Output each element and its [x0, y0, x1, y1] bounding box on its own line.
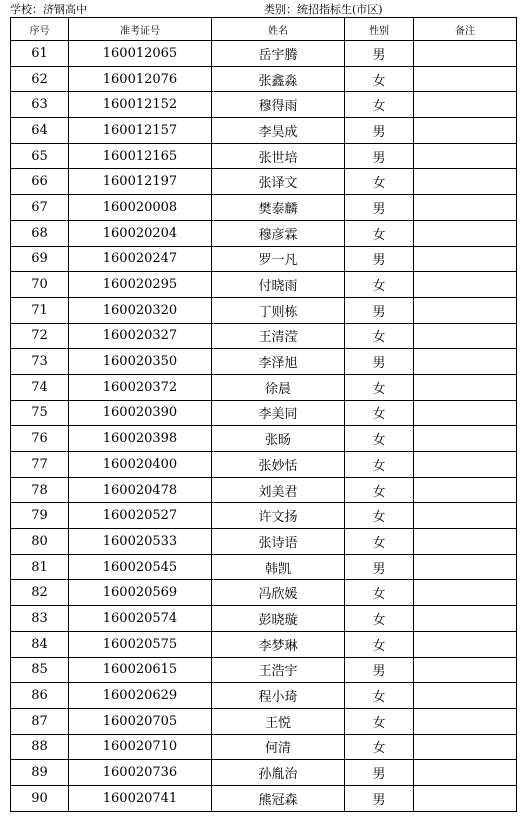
table-row	[11, 323, 517, 349]
cell-name: 李昊成	[212, 118, 345, 144]
cell-note	[414, 452, 517, 478]
cell-seq: 63	[11, 92, 69, 118]
cell-exam-id: 160020575	[69, 631, 212, 657]
cell-note	[414, 297, 517, 323]
page-header	[10, 3, 516, 17]
table-row	[11, 143, 517, 169]
cell-name: 张鑫淼	[212, 66, 345, 92]
cell-exam-id: 160020327	[69, 323, 212, 349]
cell-exam-id: 160012076	[69, 66, 212, 92]
cell-exam-id: 160020320	[69, 297, 212, 323]
table-row	[11, 169, 517, 195]
table-row	[11, 220, 517, 246]
cell-note	[414, 220, 517, 246]
cell-name: 何清	[212, 734, 345, 760]
cell-seq: 70	[11, 272, 69, 298]
cell-note	[414, 272, 517, 298]
cell-name: 许文扬	[212, 503, 345, 529]
table-row	[11, 503, 517, 529]
cell-seq: 68	[11, 220, 69, 246]
cell-name: 彭晓璇	[212, 606, 345, 632]
column-header-exam-id: 准考证号	[69, 18, 212, 41]
cell-seq: 65	[11, 143, 69, 169]
cell-seq: 82	[11, 580, 69, 606]
cell-gender: 女	[345, 169, 414, 195]
cell-gender: 男	[345, 349, 414, 375]
cell-exam-id: 160020398	[69, 426, 212, 452]
cell-seq: 85	[11, 657, 69, 683]
table-header-row	[11, 18, 517, 41]
cell-seq: 76	[11, 426, 69, 452]
cell-gender: 女	[345, 400, 414, 426]
cell-seq: 75	[11, 400, 69, 426]
cell-exam-id: 160020569	[69, 580, 212, 606]
student-roster-table	[10, 17, 517, 812]
table-row	[11, 760, 517, 786]
cell-name: 韩凯	[212, 554, 345, 580]
cell-exam-id: 160020705	[69, 708, 212, 734]
cell-gender: 男	[345, 41, 414, 67]
cell-exam-id: 160012065	[69, 41, 212, 67]
cell-seq: 64	[11, 118, 69, 144]
cell-exam-id: 160020204	[69, 220, 212, 246]
table-row	[11, 246, 517, 272]
cell-name: 李美同	[212, 400, 345, 426]
cell-exam-id: 160020736	[69, 760, 212, 786]
table-row	[11, 118, 517, 144]
column-header-note: 备注	[414, 18, 517, 41]
table-row	[11, 400, 517, 426]
cell-exam-id: 160020247	[69, 246, 212, 272]
cell-gender: 女	[345, 452, 414, 478]
cell-note	[414, 118, 517, 144]
school-label: 学校：济钢高中	[10, 3, 87, 16]
cell-name: 程小琦	[212, 683, 345, 709]
cell-name: 丁则栋	[212, 297, 345, 323]
cell-note	[414, 426, 517, 452]
category-label: 类别：统招指标生(市区)	[264, 3, 383, 16]
cell-gender: 女	[345, 683, 414, 709]
cell-seq: 67	[11, 195, 69, 221]
column-header-gender: 性别	[345, 18, 414, 41]
cell-gender: 男	[345, 554, 414, 580]
table-row	[11, 477, 517, 503]
cell-exam-id: 160020741	[69, 785, 212, 811]
cell-seq: 81	[11, 554, 69, 580]
table-row	[11, 734, 517, 760]
cell-note	[414, 580, 517, 606]
cell-note	[414, 41, 517, 67]
cell-note	[414, 657, 517, 683]
table-row	[11, 606, 517, 632]
cell-gender: 男	[345, 143, 414, 169]
cell-seq: 89	[11, 760, 69, 786]
cell-seq: 79	[11, 503, 69, 529]
cell-exam-id: 160012197	[69, 169, 212, 195]
cell-gender: 女	[345, 323, 414, 349]
cell-exam-id: 160020527	[69, 503, 212, 529]
cell-name: 穆彦霖	[212, 220, 345, 246]
table-body	[11, 41, 517, 812]
column-header-seq: 序号	[11, 18, 69, 41]
table-row	[11, 452, 517, 478]
cell-name: 孙胤治	[212, 760, 345, 786]
cell-seq: 80	[11, 529, 69, 555]
cell-exam-id: 160012152	[69, 92, 212, 118]
cell-gender: 女	[345, 66, 414, 92]
cell-note	[414, 195, 517, 221]
cell-note	[414, 631, 517, 657]
cell-exam-id: 160020390	[69, 400, 212, 426]
cell-name: 岳宇腾	[212, 41, 345, 67]
cell-seq: 71	[11, 297, 69, 323]
cell-name: 张旸	[212, 426, 345, 452]
cell-exam-id: 160020615	[69, 657, 212, 683]
table-row	[11, 631, 517, 657]
cell-gender: 女	[345, 631, 414, 657]
cell-note	[414, 143, 517, 169]
cell-exam-id: 160020533	[69, 529, 212, 555]
cell-name: 熊冠森	[212, 785, 345, 811]
cell-seq: 66	[11, 169, 69, 195]
table-row	[11, 374, 517, 400]
cell-gender: 女	[345, 374, 414, 400]
cell-name: 张妙恬	[212, 452, 345, 478]
cell-name: 张诗语	[212, 529, 345, 555]
cell-note	[414, 785, 517, 811]
cell-name: 张译文	[212, 169, 345, 195]
cell-note	[414, 529, 517, 555]
cell-exam-id: 160020710	[69, 734, 212, 760]
cell-seq: 72	[11, 323, 69, 349]
cell-note	[414, 246, 517, 272]
table-row	[11, 66, 517, 92]
cell-name: 张世培	[212, 143, 345, 169]
cell-exam-id: 160012165	[69, 143, 212, 169]
cell-gender: 男	[345, 785, 414, 811]
cell-name: 李泽旭	[212, 349, 345, 375]
table-row	[11, 297, 517, 323]
table-row	[11, 529, 517, 555]
cell-name: 刘美君	[212, 477, 345, 503]
cell-gender: 女	[345, 503, 414, 529]
cell-gender: 女	[345, 272, 414, 298]
cell-gender: 男	[345, 760, 414, 786]
cell-note	[414, 169, 517, 195]
cell-exam-id: 160020295	[69, 272, 212, 298]
cell-exam-id: 160020545	[69, 554, 212, 580]
cell-name: 王浩宇	[212, 657, 345, 683]
cell-note	[414, 323, 517, 349]
cell-name: 李梦琳	[212, 631, 345, 657]
cell-exam-id: 160020629	[69, 683, 212, 709]
cell-name: 樊泰麟	[212, 195, 345, 221]
cell-name: 穆得雨	[212, 92, 345, 118]
table-row	[11, 426, 517, 452]
cell-seq: 86	[11, 683, 69, 709]
cell-exam-id: 160020478	[69, 477, 212, 503]
cell-gender: 女	[345, 477, 414, 503]
cell-gender: 女	[345, 708, 414, 734]
table-row	[11, 657, 517, 683]
cell-exam-id: 160020008	[69, 195, 212, 221]
cell-gender: 男	[345, 246, 414, 272]
cell-gender: 男	[345, 118, 414, 144]
cell-seq: 78	[11, 477, 69, 503]
cell-seq: 77	[11, 452, 69, 478]
cell-gender: 女	[345, 529, 414, 555]
cell-note	[414, 606, 517, 632]
cell-note	[414, 92, 517, 118]
cell-seq: 74	[11, 374, 69, 400]
cell-seq: 61	[11, 41, 69, 67]
cell-gender: 女	[345, 734, 414, 760]
cell-note	[414, 400, 517, 426]
cell-note	[414, 708, 517, 734]
cell-seq: 84	[11, 631, 69, 657]
cell-gender: 女	[345, 92, 414, 118]
table-row	[11, 349, 517, 375]
table-row	[11, 708, 517, 734]
cell-name: 王悦	[212, 708, 345, 734]
cell-gender: 男	[345, 195, 414, 221]
cell-gender: 女	[345, 426, 414, 452]
table-row	[11, 41, 517, 67]
table-row	[11, 683, 517, 709]
cell-gender: 女	[345, 580, 414, 606]
cell-note	[414, 503, 517, 529]
cell-note	[414, 349, 517, 375]
cell-gender: 女	[345, 606, 414, 632]
cell-exam-id: 160020350	[69, 349, 212, 375]
column-header-name: 姓名	[212, 18, 345, 41]
cell-note	[414, 760, 517, 786]
cell-gender: 女	[345, 220, 414, 246]
cell-name: 徐晨	[212, 374, 345, 400]
cell-seq: 90	[11, 785, 69, 811]
cell-name: 冯欣媛	[212, 580, 345, 606]
cell-exam-id: 160020400	[69, 452, 212, 478]
cell-seq: 87	[11, 708, 69, 734]
table-row	[11, 272, 517, 298]
cell-name: 罗一凡	[212, 246, 345, 272]
cell-note	[414, 554, 517, 580]
table-row	[11, 785, 517, 811]
cell-seq: 62	[11, 66, 69, 92]
cell-name: 王清滢	[212, 323, 345, 349]
cell-note	[414, 734, 517, 760]
cell-seq: 88	[11, 734, 69, 760]
table-row	[11, 195, 517, 221]
table-row	[11, 580, 517, 606]
cell-gender: 男	[345, 657, 414, 683]
cell-note	[414, 683, 517, 709]
cell-exam-id: 160020574	[69, 606, 212, 632]
cell-note	[414, 374, 517, 400]
cell-exam-id: 160012157	[69, 118, 212, 144]
table-row	[11, 554, 517, 580]
table-row	[11, 92, 517, 118]
cell-name: 付晓雨	[212, 272, 345, 298]
cell-seq: 83	[11, 606, 69, 632]
cell-seq: 69	[11, 246, 69, 272]
cell-exam-id: 160020372	[69, 374, 212, 400]
cell-note	[414, 66, 517, 92]
cell-gender: 男	[345, 297, 414, 323]
cell-note	[414, 477, 517, 503]
cell-seq: 73	[11, 349, 69, 375]
